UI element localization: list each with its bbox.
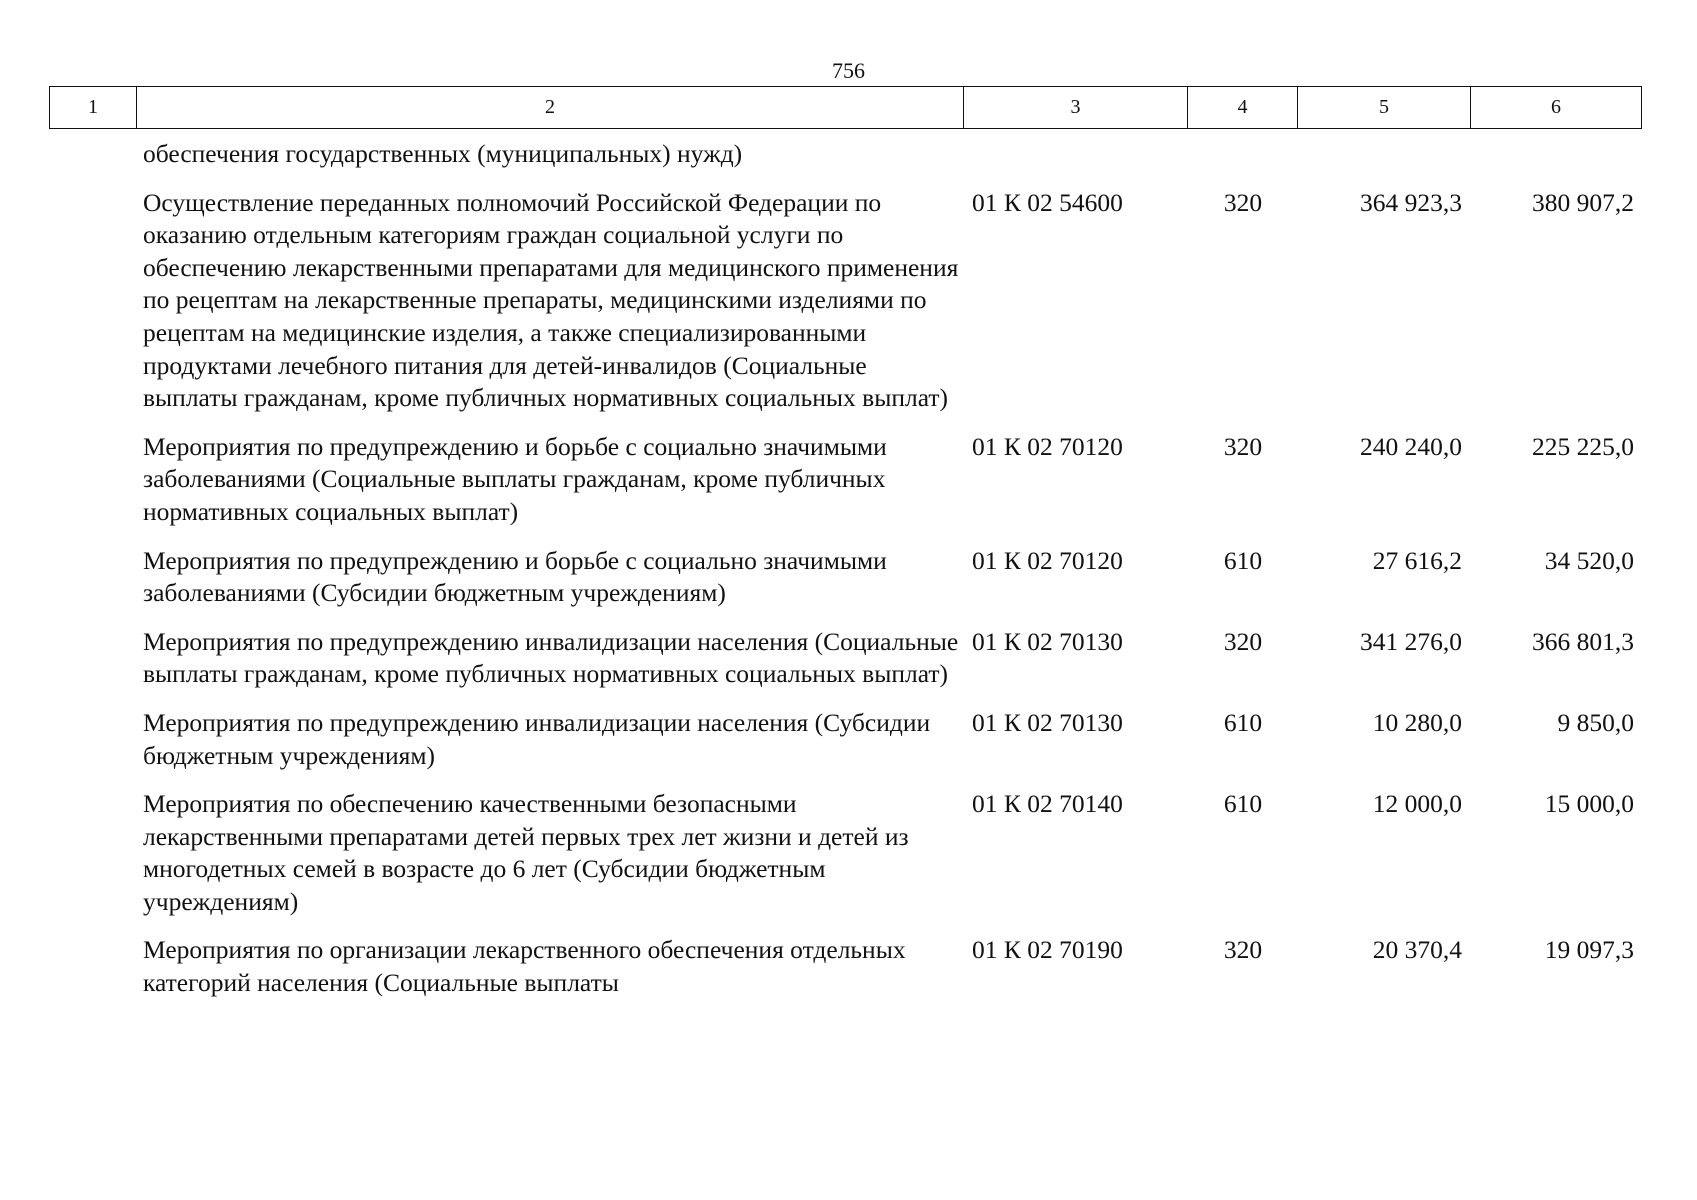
row-description: Мероприятия по предупреждению инвалидизации населения (Социальные выплаты гражданам, кроме публичных нормативных социальных выплат): [143, 626, 959, 689]
table-row: [0, 788, 1697, 918]
row-amount-col6: 19 097,3: [1544, 935, 1634, 965]
row-amount-col6: 34 520,0: [1544, 545, 1634, 575]
row-expense-type: 320: [1223, 187, 1263, 217]
row-amount-col5: 20 370,4: [1372, 935, 1462, 965]
row-code: 01 К 02 70130: [972, 626, 1123, 656]
row-description: Осуществление переданных полномочий Российской Федерации по оказанию отдельным категориям граждан социальной услуги по обеспечению лекарственными препаратами для медицинского применения по рецептам на лекарственные препараты, медицинскими изделиями по рецептам на медицинские изделия, а также специализированными продуктами лечебного питания для детей-инвалидов (Социальные выплаты гражданам, кроме публичных нормативных социальных выплат): [143, 187, 959, 413]
row-description: Мероприятия по предупреждению и борьбе с социально значимыми заболеваниями (Социальные выплаты гражданам, кроме публичных нормативных социальных выплат): [143, 431, 887, 526]
row-expense-type: 320: [1223, 935, 1263, 965]
page-number: 756: [832, 58, 865, 83]
table-row: [0, 545, 1697, 610]
table-row: [0, 431, 1697, 529]
header-col-6: 6: [1551, 96, 1561, 118]
table-row: [0, 138, 1697, 171]
row-amount-col6: 225 225,0: [1532, 431, 1634, 461]
table-row: [0, 626, 1697, 691]
row-code: 01 К 02 70120: [972, 545, 1123, 575]
row-amount-col5: 240 240,0: [1360, 431, 1462, 461]
row-amount-col6: 15 000,0: [1544, 789, 1634, 819]
row-amount-col5: 27 616,2: [1372, 545, 1462, 575]
row-amount-col6: 9 850,0: [1557, 707, 1634, 737]
table-header: [49, 86, 1642, 129]
row-expense-type: 320: [1223, 431, 1263, 461]
row-amount-col6: 380 907,2: [1532, 187, 1634, 217]
row-expense-type: 610: [1223, 789, 1263, 819]
row-description: Мероприятия по обеспечению качественными безопасными лекарственными препаратами детей первых трех лет жизни и детей из многодетных семей в возрасте до 6 лет (Субсидии бюджетным учреждениям): [143, 789, 909, 916]
row-amount-col5: 12 000,0: [1372, 789, 1462, 819]
row-code: 01 К 02 70190: [972, 935, 1123, 965]
row-amount-col5: 10 280,0: [1372, 707, 1462, 737]
header-col-5: 5: [1298, 87, 1471, 128]
row-code: 01 К 02 70130: [972, 707, 1123, 737]
row-description: Мероприятия по организации лекарственного обеспечения отдельных категорий населения (Социальные выплаты: [143, 935, 906, 998]
table-row: [0, 187, 1697, 415]
table-row: [0, 934, 1697, 999]
header-col-1: 1: [50, 87, 137, 128]
row-description: Мероприятия по предупреждению и борьбе с социально значимыми заболеваниями (Субсидии бюджетным учреждениям): [143, 545, 887, 608]
row-code: 01 К 02 70120: [972, 431, 1123, 461]
row-amount-col6: 366 801,3: [1532, 626, 1634, 656]
row-description: Мероприятия по предупреждению инвалидизации населения (Субсидии бюджетным учреждениям): [143, 707, 931, 770]
row-code: 01 К 02 70140: [972, 789, 1123, 819]
row-expense-type: 320: [1223, 626, 1263, 656]
table-body: [0, 138, 1697, 1000]
row-amount-col5: 364 923,3: [1360, 187, 1462, 217]
header-col-4: 4: [1188, 87, 1298, 128]
header-col-3: 3: [964, 87, 1188, 128]
row-description: обеспечения государственных (муниципальных) нужд): [143, 139, 743, 168]
row-expense-type: 610: [1223, 545, 1263, 575]
row-expense-type: 610: [1223, 707, 1263, 737]
row-code: 01 К 02 54600: [972, 187, 1123, 217]
header-col-2: 2: [137, 87, 964, 128]
table-row: [0, 707, 1697, 772]
row-amount-col5: 341 276,0: [1360, 626, 1462, 656]
